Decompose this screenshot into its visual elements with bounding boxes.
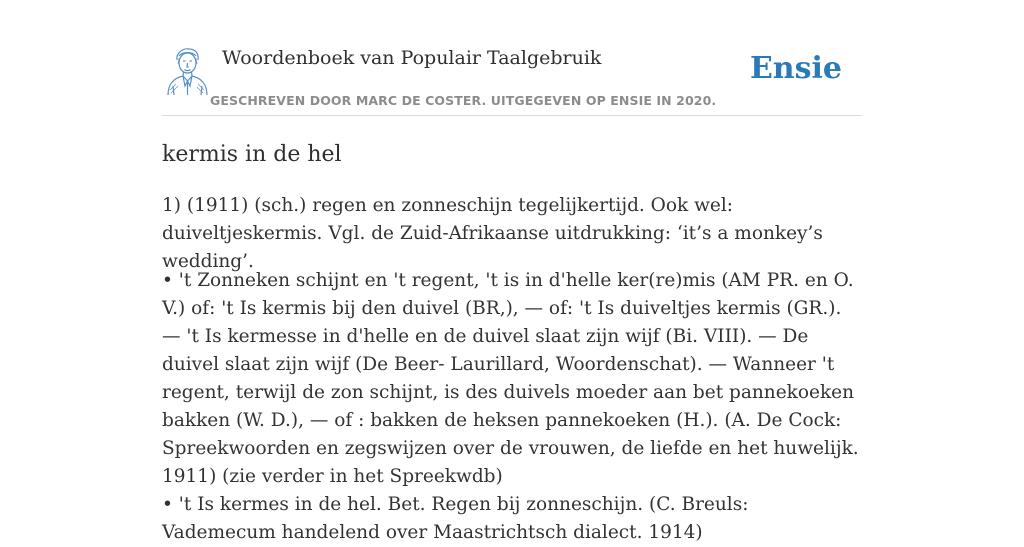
entry-quotes: [162, 267, 862, 547]
quote-item: • 't Is kermes in de hel. Bet. Regen bij zonneschijn. (C. Breuls: Vademecum handelend over Maastrichtsch dialect. 1914): [162, 494, 749, 543]
page: [162, 0, 862, 543]
ensie-logo[interactable]: Ensie: [749, 51, 842, 86]
author-byline: GESCHREVEN DOOR MARC DE COSTER. UITGEGEVEN OP ENSIE IN 2020.: [210, 93, 717, 108]
header-divider: [162, 115, 862, 116]
quote-item: • 't Zonneken schijnt en 't regent, 't is in d'helle ker(re)mis (AM PR. en O. V.) of: 't Is kermis bij den duivel (BR,), — of: 't Is duiveltjes kermis (GR.). — 't Is kermesse in d'helle en de duivel slaat zijn wijf (Bi. VIII). — De duivel slaat zijn wijf (De Beer- Laurillard, Woordenschat). — Wanneer 't regent, terwijl de zon schijnt, is des duivels moeder aan bet pannekoeken bakken (W. D.), — of : bakken de heksen pannekoeken (H.). (A. De Cock: Spreekwoorden en zegswijzen over de vrouwen, de liefde en het huwelijk. 1911) (zie verder in het Spreekwdb): [162, 270, 859, 487]
entry-definition: 1) (1911) (sch.) regen en zonneschijn tegelijkertijd. Ook wel: duiveltjeskermis. Vgl. de Zuid-Afrikaanse uitdrukking: ‘it’s a monkey’s wedding’.: [162, 195, 823, 272]
author-portrait-icon: [164, 46, 210, 96]
book-title[interactable]: Woordenboek van Populair Taalgebruik: [222, 47, 602, 69]
entry-title: kermis in de hel: [162, 142, 342, 167]
